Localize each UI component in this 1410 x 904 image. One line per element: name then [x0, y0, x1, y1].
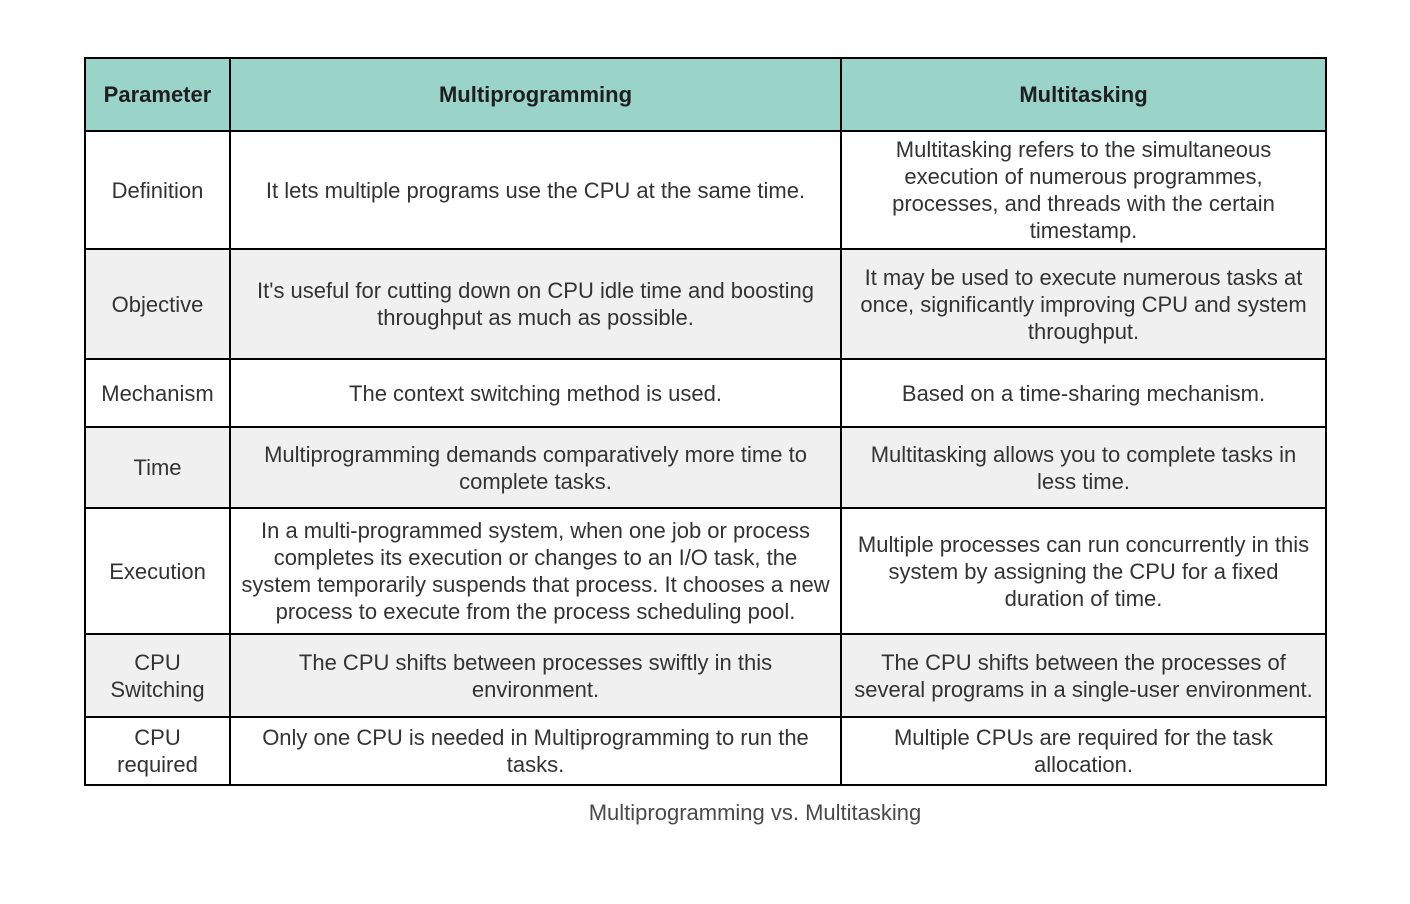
comparison-table-container — [84, 57, 1327, 786]
multiprogramming-cell: It lets multiple programs use the CPU at the same time. — [230, 131, 841, 249]
multitasking-cell: Multiple processes can run concurrently in this system by assigning the CPU for a fixed duration of time. — [841, 508, 1326, 634]
multiprogramming-cell: The context switching method is used. — [230, 359, 841, 427]
column-header-multitasking: Multitasking — [841, 58, 1326, 131]
multitasking-cell: The CPU shifts between the processes of several programs in a single-user environment. — [841, 634, 1326, 717]
header-row — [85, 58, 1326, 131]
table-row — [85, 249, 1326, 359]
table-row — [85, 359, 1326, 427]
multiprogramming-cell: Multiprogramming demands comparatively more time to complete tasks. — [230, 427, 841, 508]
parameter-cell: Execution — [85, 508, 230, 634]
multiprogramming-cell: Only one CPU is needed in Multiprogramming to run the tasks. — [230, 717, 841, 785]
multiprogramming-cell: The CPU shifts between processes swiftly in this environment. — [230, 634, 841, 717]
parameter-cell: CPU Switching — [85, 634, 230, 717]
multitasking-cell: Multitasking allows you to complete tasks in less time. — [841, 427, 1326, 508]
parameter-cell: CPU required — [85, 717, 230, 785]
table-row — [85, 717, 1326, 785]
multiprogramming-cell: In a multi-programmed system, when one job or process completes its execution or changes to an I/O task, the system temporarily suspends that process. It chooses a new process to execute from the process scheduling pool. — [230, 508, 841, 634]
parameter-cell: Objective — [85, 249, 230, 359]
parameter-cell: Mechanism — [85, 359, 230, 427]
multiprogramming-cell: It's useful for cutting down on CPU idle time and boosting throughput as much as possible. — [230, 249, 841, 359]
parameter-cell: Time — [85, 427, 230, 508]
column-header-multiprogramming: Multiprogramming — [230, 58, 841, 131]
parameter-cell: Definition — [85, 131, 230, 249]
multitasking-cell: It may be used to execute numerous tasks at once, significantly improving CPU and system throughput. — [841, 249, 1326, 359]
comparison-table — [84, 57, 1327, 786]
table-row — [85, 634, 1326, 717]
multitasking-cell: Multiple CPUs are required for the task allocation. — [841, 717, 1326, 785]
table-row — [85, 131, 1326, 249]
table-row — [85, 508, 1326, 634]
column-header-parameter: Parameter — [85, 58, 230, 131]
multitasking-cell: Multitasking refers to the simultaneous execution of numerous programmes, processes, and threads with the certain timestamp. — [841, 131, 1326, 249]
table-row — [85, 427, 1326, 508]
multitasking-cell: Based on a time-sharing mechanism. — [841, 359, 1326, 427]
table-caption: Multiprogramming vs. Multitasking — [588, 800, 922, 825]
